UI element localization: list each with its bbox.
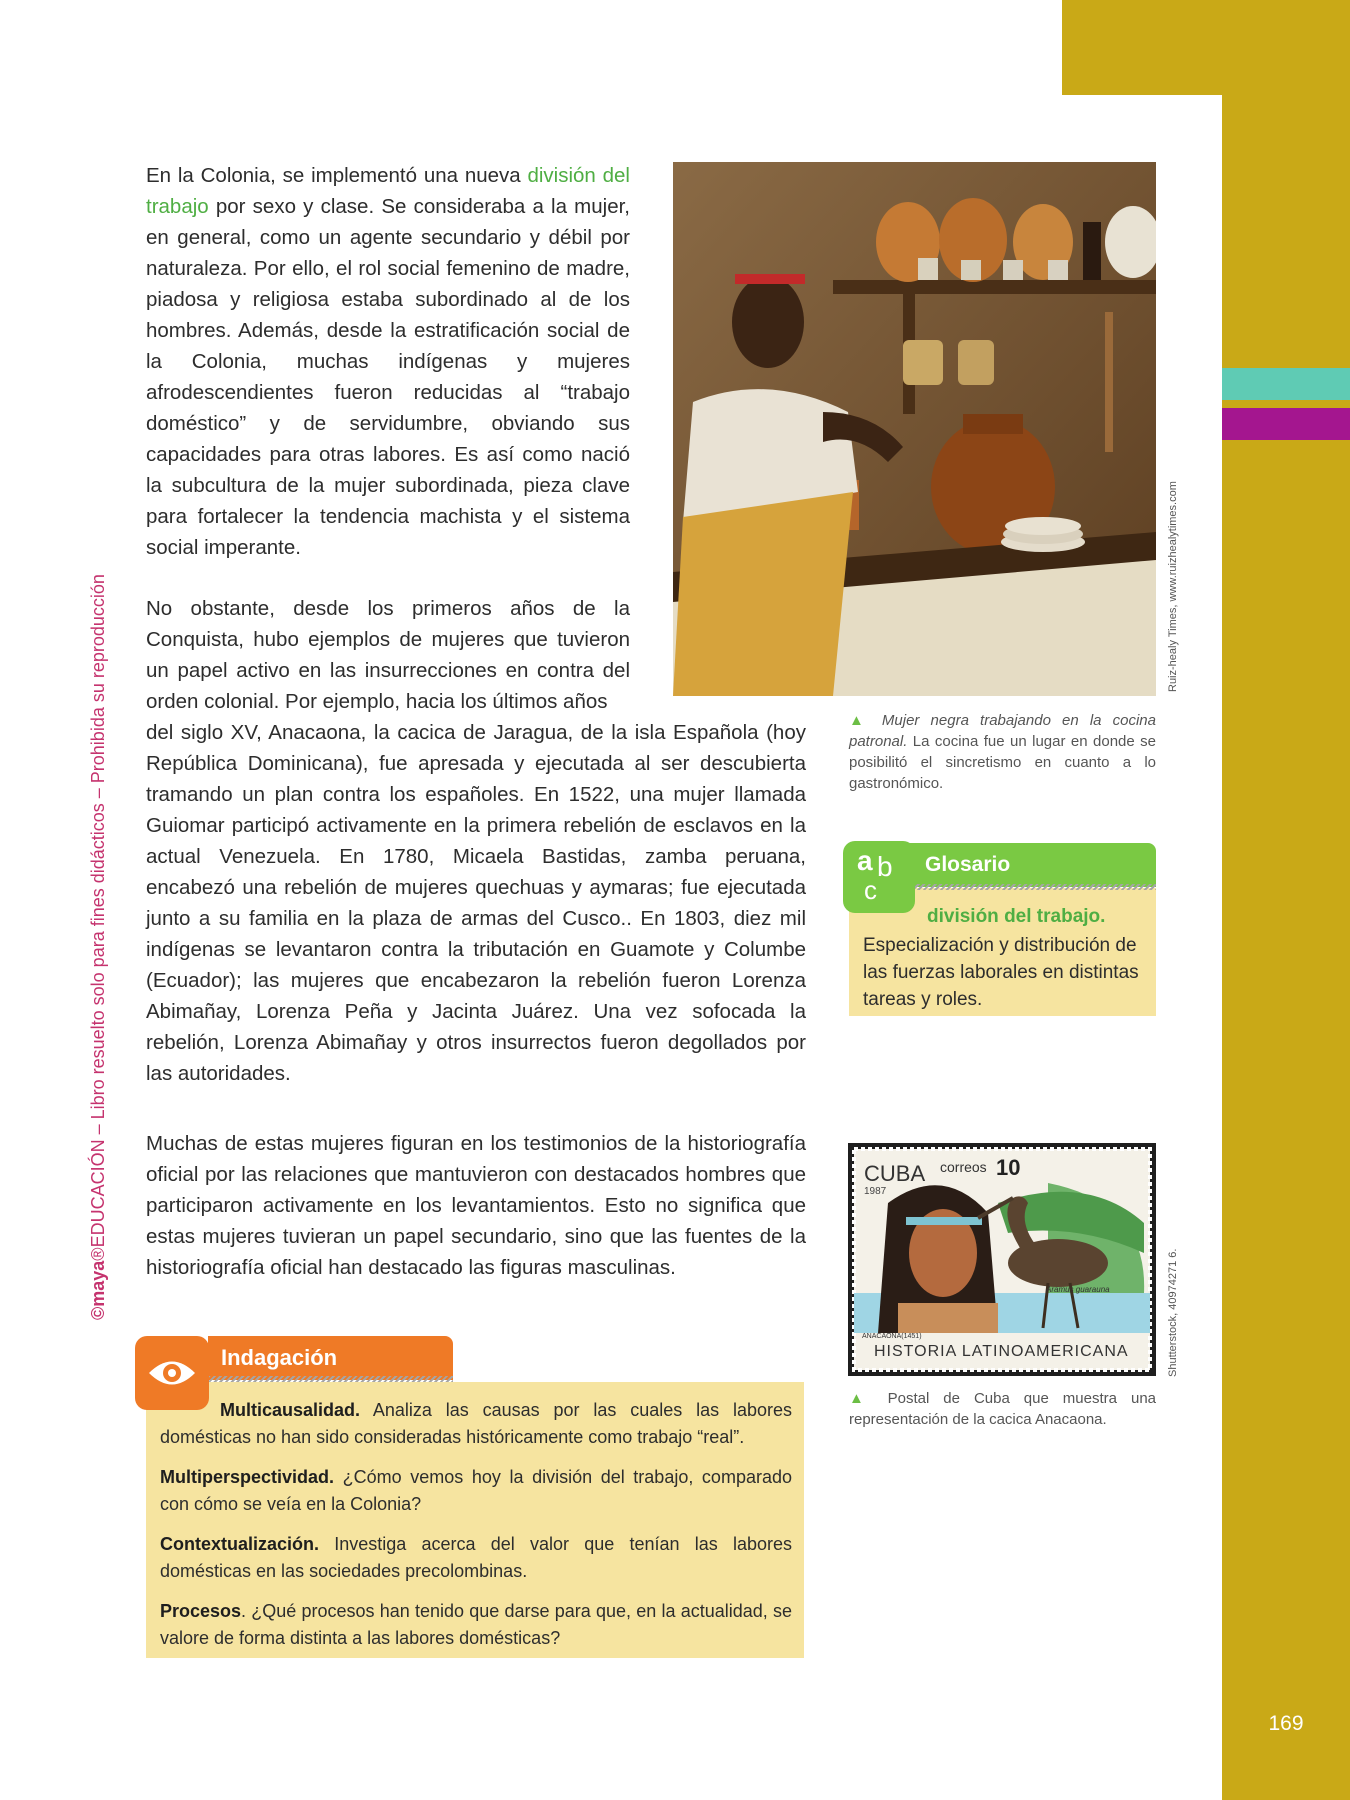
painting-caption-rest: La cocina fue un lugar en donde se posibilitó el sincretismo en cuanto a lo gastronómico. <box>849 733 1156 792</box>
glossary-icon-letter-b: b <box>877 851 893 882</box>
right-gold-bar <box>1222 95 1350 1700</box>
glossary-icon-letter-c: c <box>864 875 877 905</box>
inquiry-item-multiperspectividad <box>160 1464 792 1518</box>
stamp-country: CUBA <box>864 1161 926 1186</box>
painting-caption <box>849 710 1156 794</box>
magenta-tab <box>1222 408 1350 440</box>
inquiry-item-label: Multiperspectividad. <box>160 1467 335 1487</box>
glossary-stripe <box>906 884 1156 890</box>
paragraph-1-end: por sexo y clase. Se consideraba a la mujer, en general, como un agente secundario y débil por naturaleza. Por ello, el rol social femenino de madre, piadosa y religiosa estaba subordinado al de los hombres. Además, desde la estratificación social de la Colonia, muchas indígenas y mujeres afrodescendientes fueron reducidas al “trabajo doméstico” y de servidumbre, obviando sus capacidades para otras labores. Es así como nació la subcultura de la mujer subordinada, pieza clave para fortalecer la tendencia machista y el sistema social imperante. <box>146 195 630 559</box>
stamp-caption <box>849 1388 1156 1430</box>
paragraph-1 <box>146 160 630 563</box>
painting-caption-italic: Mujer negra trabajando en la cocina patronal. <box>849 712 1156 750</box>
inquiry-item-text: ¿Cómo vemos hoy la división del trabajo, comparado con cómo se veía en la Colonia? <box>160 1467 792 1514</box>
glossary-link-division-del-trabajo[interactable]: división del trabajo <box>146 164 630 218</box>
inquiry-item-multicausalidad <box>160 1397 792 1451</box>
inquiry-item-procesos <box>160 1598 792 1652</box>
stamp-year: 1987 <box>864 1186 887 1197</box>
glossary-icon-letter-a: a <box>857 845 873 876</box>
stamp-bird-label: Aramus guarauna <box>1046 1285 1110 1294</box>
inquiry-item-label: Multicausalidad. <box>220 1400 361 1420</box>
inquiry-item-text: . ¿Qué procesos han tenido que darse para que, en la actualidad, se valore de forma distinta a las labores domésticas? <box>160 1601 792 1648</box>
glossary-term: división del trabajo. <box>927 906 1106 927</box>
page-number: 169 <box>1268 1712 1304 1735</box>
stamp-value: 10 <box>996 1155 1021 1180</box>
paragraph-3: Muchas de estas mujeres figuran en los testimonios de la historiografía oficial por las relaciones que mantuvieron con destacados hombres que participaron activamente en los levantamientos. Esto no significa que estas mujeres tuvieran un papel secundario, sino que las fuentes de la historiografía oficial han destacado las figuras masculinas. <box>146 1132 806 1279</box>
kitchen-painting-illustration <box>673 162 1156 696</box>
inquiry-title: Indagación <box>221 1345 338 1370</box>
triangle-bullet-icon: ▲ <box>849 712 882 729</box>
stamp-name-label: ANACAONA(1451) <box>862 1333 922 1340</box>
inquiry-item-label: Contextualización. <box>160 1534 320 1554</box>
inquiry-item-text: Investiga acerca del valor que tenían las labores domésticas en las sociedades precolombinas. <box>160 1534 792 1581</box>
brand-mark: ©maya <box>88 1260 108 1320</box>
inquiry-item-contextualizacion <box>160 1531 792 1585</box>
glossary-title: Glosario <box>925 853 1011 876</box>
copyright-notice: ®EDUCACIÓN – Libro resuelto solo para fines didácticos – Prohibida su reproducción <box>88 574 108 1261</box>
glossary-abc-icon <box>843 841 915 913</box>
triangle-bullet-icon: ▲ <box>849 1390 888 1407</box>
inquiry-item-text: Analiza las causas por las cuales las labores domésticas no han sido consideradas históricamente como trabajo “real”. <box>160 1400 792 1447</box>
stamp-caption-text: Postal de Cuba que muestra una representación de la cacica Anacaona. <box>849 1390 1157 1428</box>
painting-credit: Ruiz-healy Times, www.ruizhealytimes.com <box>1167 481 1179 692</box>
inquiry-item-label: Procesos <box>160 1601 242 1621</box>
paragraph-2-full-width-part: del siglo XV, Anacaona, la cacica de Jaragua, de la isla Española (hoy República Dominicana), fue apresada y ejecutada al ser descubierta tramando un plan contra los españoles. En 1522, una mujer llamada Guiomar participó activamente en la primera rebelión de esclavos en la actual Venezuela. En 1780, Micaela Bastidas, zamba peruana, encabezó una rebelión de mujeres quechuas y aymaras; fue ejecutada junto a su familia en la plaza de armas del Cusco.. En 1803, diez mil indígenas se levantaron contra la tributación en Guamote y Columbe (Ecuador); las mujeres que encabezaron la rebelión fueron Lorenza Abimañay, Lorenza Peña y Jacinta Juárez. Una vez sofocada la rebelión, Lorenza Abimañay y otros insurrectos fueron degollados por las autoridades. <box>146 721 806 1085</box>
inquiry-stripe <box>208 1376 453 1382</box>
stamp-service: correos <box>940 1159 987 1175</box>
paragraph-2-wrapped-part: No obstante, desde los primeros años de la Conquista, hubo ejemplos de mujeres que tuvieron un papel activo en las insurrecciones en contra del orden colonial. Por ejemplo, hacia los últimos años <box>146 597 630 713</box>
cuba-stamp-image <box>848 1143 1156 1376</box>
kitchen-painting-image <box>673 162 1156 696</box>
stamp-credit: Shutterstock, 40974271 6. <box>1167 1248 1179 1377</box>
copyright-side-text <box>88 574 109 1320</box>
teal-tab <box>1222 368 1350 400</box>
stamp-series: HISTORIA LATINOAMERICANA <box>874 1343 1129 1360</box>
top-right-gold-bar <box>1062 0 1350 95</box>
paragraph-1-start: En la Colonia, se implementó una nueva <box>146 164 528 187</box>
glossary-definition: Especialización y distribución de las fuerzas laborales en distintas tareas y roles. <box>863 935 1139 1010</box>
